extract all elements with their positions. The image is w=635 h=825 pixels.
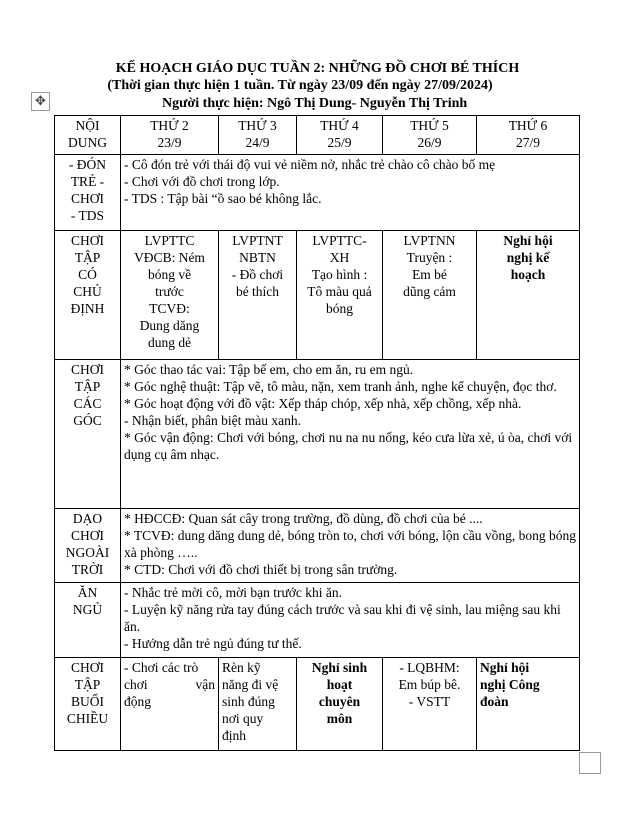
welcome-row bbox=[55, 155, 580, 231]
corners-row bbox=[55, 360, 580, 509]
author-line: Người thực hiện: Ngô Thị Dung- Nguyễn Thị Trinh bbox=[162, 96, 468, 111]
meal-label: ĂN NGỦ bbox=[55, 583, 121, 658]
focused-thu: LVPTNN Truyện : Em bé dũng cảm bbox=[383, 231, 477, 360]
afternoon-tue: Rèn kỹ năng đi vệ sinh đúng nơi quy định bbox=[219, 658, 297, 751]
page-title: KẾ HOẠCH GIÁO DỤC TUẦN 2: NHỮNG ĐỒ CHƠI BÉ THÍCH bbox=[115, 61, 520, 76]
header-day-mon: THỨ 2 23/9 bbox=[121, 116, 219, 155]
welcome-content: - Cô đón trẻ với thái độ vui vẻ niềm nở, nhắc trẻ chào cô chào bố mẹ - Chơi với đồ chơi trong lớp. - TDS : Tập bài “ồ sao bé không lắc. bbox=[121, 155, 580, 231]
header-day-wed: THỨ 4 25/9 bbox=[297, 116, 383, 155]
table-header-row bbox=[55, 116, 580, 155]
table-resize-handle[interactable] bbox=[579, 752, 601, 774]
welcome-label: - ĐÓN TRẺ - CHƠI - TDS bbox=[55, 155, 121, 231]
corners-label: CHƠI TẬP CÁC GÓC bbox=[55, 360, 121, 509]
header-day-fri: THỨ 6 27/9 bbox=[477, 116, 580, 155]
focused-label: CHƠI TẬP CÓ CHỦ ĐỊNH bbox=[55, 231, 121, 360]
focused-fri: Nghỉ hội nghị kế hoạch bbox=[477, 231, 580, 360]
focused-tue: LVPTNT NBTN - Đồ chơi bé thích bbox=[219, 231, 297, 360]
corners-content: * Góc thao tác vai: Tập bế em, cho em ăn, ru em ngủ. * Góc nghệ thuật: Tập vẽ, tô màu, nặn, xem tranh ảnh, nghe kể chuyện, đọc thơ. * Góc hoạt động với đồ vật: Xếp tháp chóp, xếp nhà, xếp chồng, xếp nhà. - Nhận biết, phân biệt màu xanh. * Góc vận động: Chơi với bóng, chơi nu na nu nống, kéo cưa lừa xẻ, ú òa, chơi với dụng cụ âm nhạc. bbox=[121, 360, 580, 509]
header-day-thu: THỨ 5 26/9 bbox=[383, 116, 477, 155]
meal-row bbox=[55, 583, 580, 658]
focused-mon: LVPTTC VĐCB: Ném bóng về trước TCVĐ: Dung dăng dung dẻ bbox=[121, 231, 219, 360]
page-subtitle: (Thời gian thực hiện 1 tuần. Từ ngày 23/09 đến ngày 27/09/2024) bbox=[107, 78, 493, 93]
outdoor-content: * HĐCCĐ: Quan sát cây trong trường, đồ dùng, đồ chơi của bé .... * TCVĐ: dung dăng dung dẻ, bóng tròn to, chơi với bóng, lộn cầu vồng, bong bóng xà phòng ….. * CTD: Chơi với đồ chơi thiết bị trong sân trường. bbox=[121, 509, 580, 583]
table-move-handle[interactable] bbox=[31, 92, 50, 111]
afternoon-row bbox=[55, 658, 580, 751]
afternoon-wed: Nghỉ sinh hoạt chuyên môn bbox=[297, 658, 383, 751]
afternoon-fri: Nghỉ hội nghị Công đoàn bbox=[477, 658, 580, 751]
afternoon-mon: - Chơi các trò chơi vận động bbox=[121, 658, 219, 751]
meal-content: - Nhắc trẻ mời cô, mời bạn trước khi ăn. - Luyện kỹ năng rửa tay đúng cách trước và sau khi đi vệ sinh, lau miệng sau khi ăn. - Hướng dẫn trẻ ngủ đúng tư thế. bbox=[121, 583, 580, 658]
afternoon-thu: - LQBHM: Em búp bê. - VSTT bbox=[383, 658, 477, 751]
focused-wed: LVPTTC- XH Tạo hình : Tô màu quả bóng bbox=[297, 231, 383, 360]
outdoor-row bbox=[55, 509, 580, 583]
move-arrows-icon: ✥ bbox=[35, 94, 46, 109]
afternoon-label: CHƠI TẬP BUỔI CHIỀU bbox=[55, 658, 121, 751]
outdoor-label: DẠO CHƠI NGOÀI TRỜI bbox=[55, 509, 121, 583]
header-content-cell: NỘI DUNG bbox=[55, 116, 121, 155]
header-day-tue: THỨ 3 24/9 bbox=[219, 116, 297, 155]
focused-activity-row bbox=[55, 231, 580, 360]
lesson-plan-table bbox=[54, 115, 580, 751]
